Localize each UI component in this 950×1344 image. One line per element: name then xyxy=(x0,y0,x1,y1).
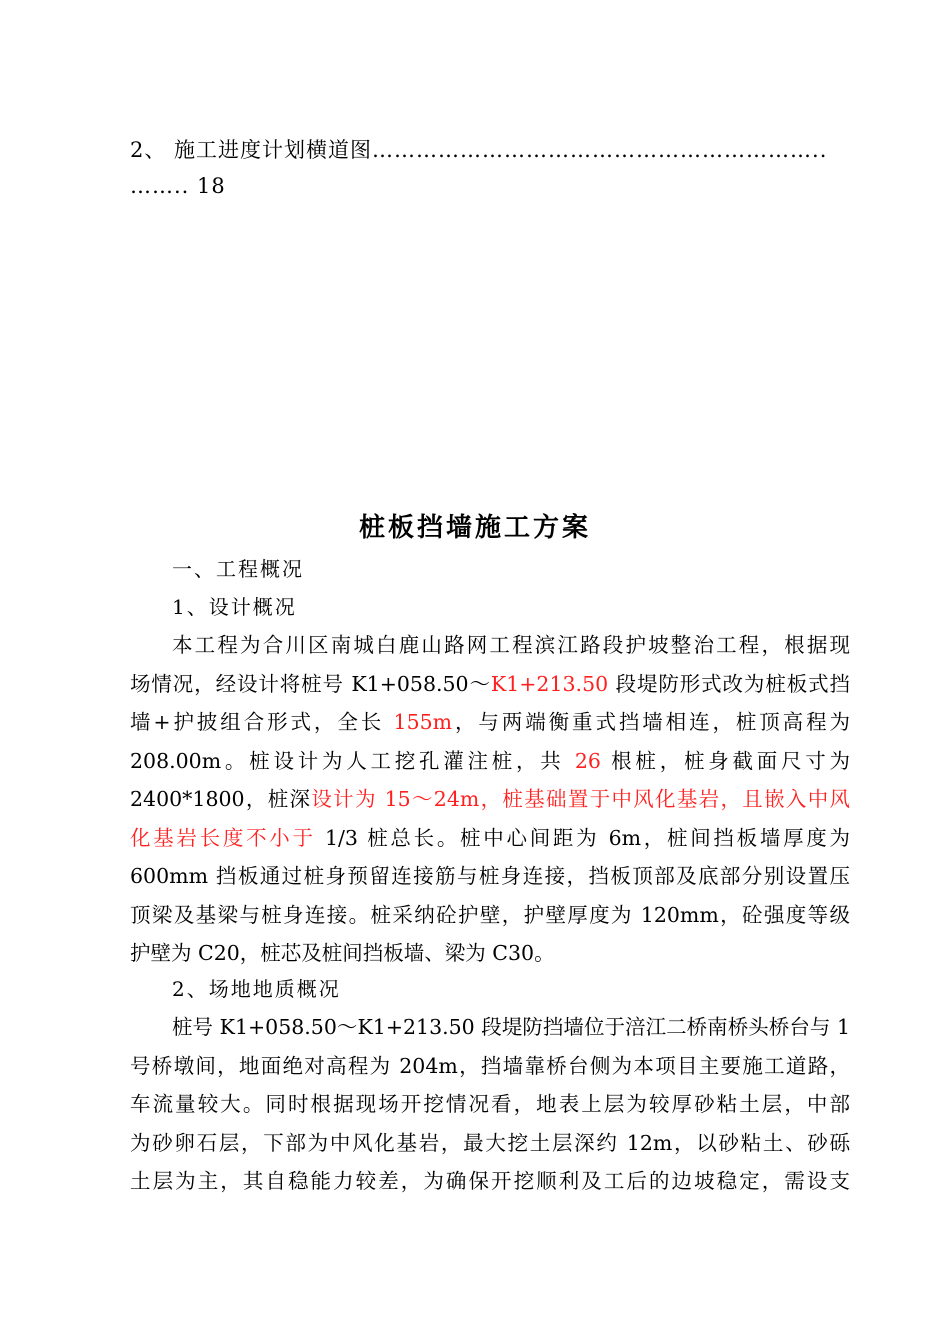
paragraph-line xyxy=(130,1124,850,1163)
text-run: 墙+护披组合形式，全长 xyxy=(130,710,394,734)
text-run: 2400*1800，桩深 xyxy=(130,787,312,811)
text-run: 车流量较大。同时根据现场开挖情况看，地表上层为较厚砂粘土层，中部 xyxy=(130,1092,850,1116)
text-run: 1/3 桩总长。桩中心间距为 6m，桩间挡板墙厚度为 xyxy=(315,825,850,850)
highlighted-text: 设计为 15～24m，桩基础置于中风化基岩，且嵌入中风 xyxy=(311,787,850,811)
paragraph-line xyxy=(130,780,850,819)
text-run: 本工程为合川区南城白鹿山路网工程滨江路段护坡整治工程，根据现 xyxy=(172,633,850,657)
document-title: 桩板挡墙施工方案 xyxy=(358,513,591,543)
subsection-heading-design: 1、设计概况 xyxy=(172,595,297,619)
text-run: 根桩，桩身截面尺寸为 xyxy=(600,748,850,773)
paragraph-line xyxy=(130,934,850,973)
paragraph-line xyxy=(130,819,850,858)
section-heading-overview: 一、工程概况 xyxy=(172,557,304,581)
text-run: 护壁为 C20，桩芯及桩间挡板墙、梁为 C30。 xyxy=(130,941,555,965)
paragraph-line xyxy=(130,896,850,935)
toc-entry-line-1: 2、 施工进度计划横道图…………………………………………………….. xyxy=(130,138,828,162)
text-run: 208.00m。桩设计为人工挖孔灌注桩，共 xyxy=(130,748,575,773)
highlighted-text: 化基岩长度不小于 xyxy=(130,825,316,850)
text-run: 顶梁及基梁与桩身连接。桩采纳砼护壁，护壁厚度为 120mm，砼强度等级 xyxy=(130,902,850,927)
paragraph-line xyxy=(130,857,850,896)
text-run: ，与两端衡重式挡墙相连，桩顶高程为 xyxy=(452,710,850,734)
paragraph-line xyxy=(130,1008,850,1047)
paragraph-line xyxy=(130,1085,850,1124)
text-run: 为砂卵石层，下部为中风化基岩，最大挖土层深约 12m，以砂粘土、砂砾 xyxy=(130,1130,850,1155)
design-overview-paragraph xyxy=(130,626,850,973)
toc-entry[interactable] xyxy=(130,132,850,204)
text-run: 段堤防形式改为桩板式挡 xyxy=(608,671,850,696)
paragraph-line xyxy=(130,742,850,781)
text-run: 600mm 挡板通过桩身预留连接筋与桩身连接，挡板顶部及底部分别设置压 xyxy=(130,864,850,888)
paragraph-line xyxy=(130,703,850,742)
text-run: 桩号 K1+058.50～K1+213.50 段堤防挡墙位于涪江二桥南桥头桥台与 1 xyxy=(172,1015,850,1039)
highlighted-text: K1+213.50 xyxy=(490,671,609,696)
text-run: 场情况，经设计将桩号 K1+058.50～ xyxy=(130,671,491,696)
highlighted-text: 155m xyxy=(393,710,453,734)
text-run: 土层为主，其自稳能力较差，为确保开挖顺利及工后的边坡稳定，需设支 xyxy=(130,1169,850,1193)
subsection-heading-geology: 2、场地地质概况 xyxy=(172,977,341,1001)
paragraph-line xyxy=(130,665,850,704)
text-run: 号桥墩间，地面绝对高程为 204m，挡墙靠桥台侧为本项目主要施工道路， xyxy=(130,1053,850,1078)
paragraph-line xyxy=(130,626,850,665)
highlighted-text: 26 xyxy=(574,748,601,773)
toc-entry-line-2: …….. 18 xyxy=(130,174,226,198)
geology-overview-paragraph xyxy=(130,1008,850,1201)
paragraph-line xyxy=(130,1047,850,1086)
paragraph-line xyxy=(130,1162,850,1201)
